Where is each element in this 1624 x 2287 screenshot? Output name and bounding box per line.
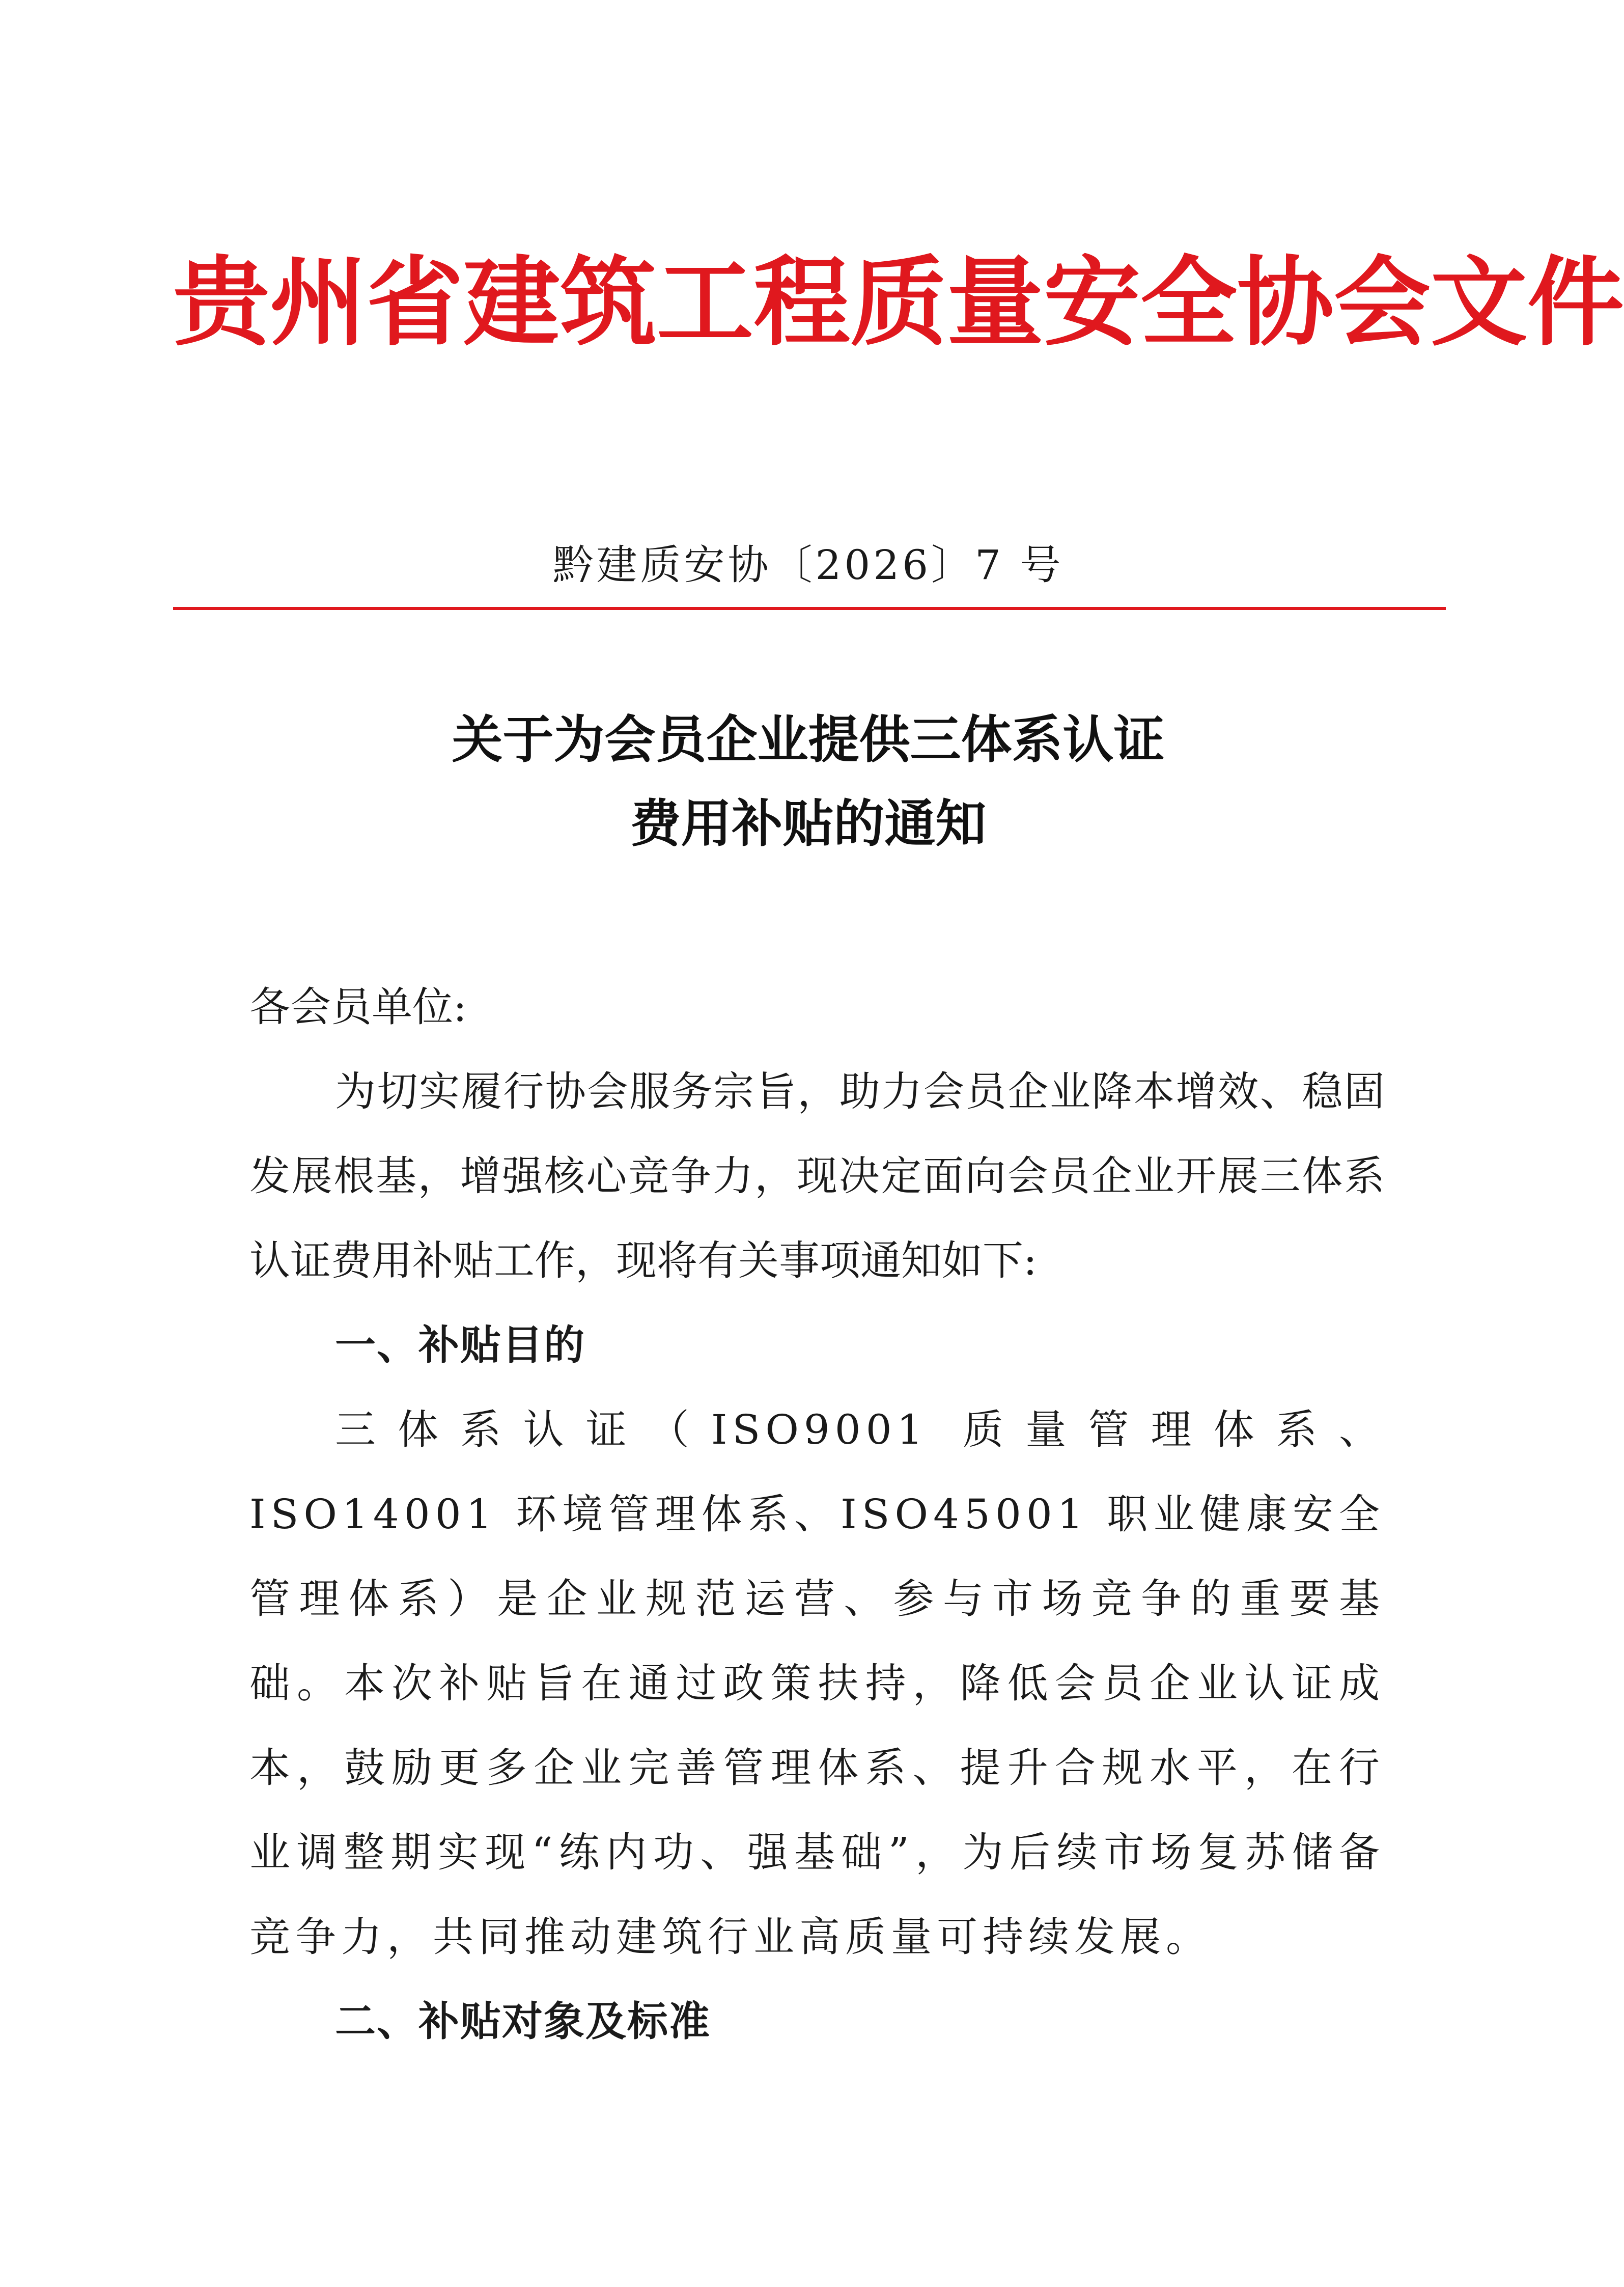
red-divider-line [173, 607, 1446, 610]
section-1-paragraph: 三体系认证（ISO9001 质量管理体系、ISO14001 环境管理体系、ISO45001 职业健康安全管理体系）是企业规范运营、参与市场竞争的重要基础。本次补贴旨在通过政策扶持，降低会员企业认证成本，鼓励更多企业完善管理体系、提升合规水平，在行业调整期实现“练内功、强基础”，为后续市场复苏储备竞争力，共同推动建筑行业高质量可持续发展。 [249, 1406, 1385, 1961]
document-body [249, 965, 1385, 2064]
title-line-2: 费用补贴的通知 [630, 794, 987, 853]
issuer-masthead: 贵州省建筑工程质量安全协会文件 [173, 246, 1624, 359]
document-number: 黔建质安协〔2026〕7 号 [552, 541, 1064, 589]
salutation: 各会员单位: [249, 983, 467, 1031]
document-title [0, 698, 1616, 866]
section-1-heading: 一、补贴目的 [335, 1321, 585, 1369]
title-line-1: 关于为会员企业提供三体系认证 [452, 710, 1165, 769]
intro-paragraph: 为切实履行协会服务宗旨，助力会员企业降本增效、稳固发展根基，增强核心竞争力，现决定面向会员企业开展三体系认证费用补贴工作，现将有关事项通知如下: [249, 1068, 1385, 1284]
section-2-heading: 二、补贴对象及标准 [335, 1998, 711, 2045]
